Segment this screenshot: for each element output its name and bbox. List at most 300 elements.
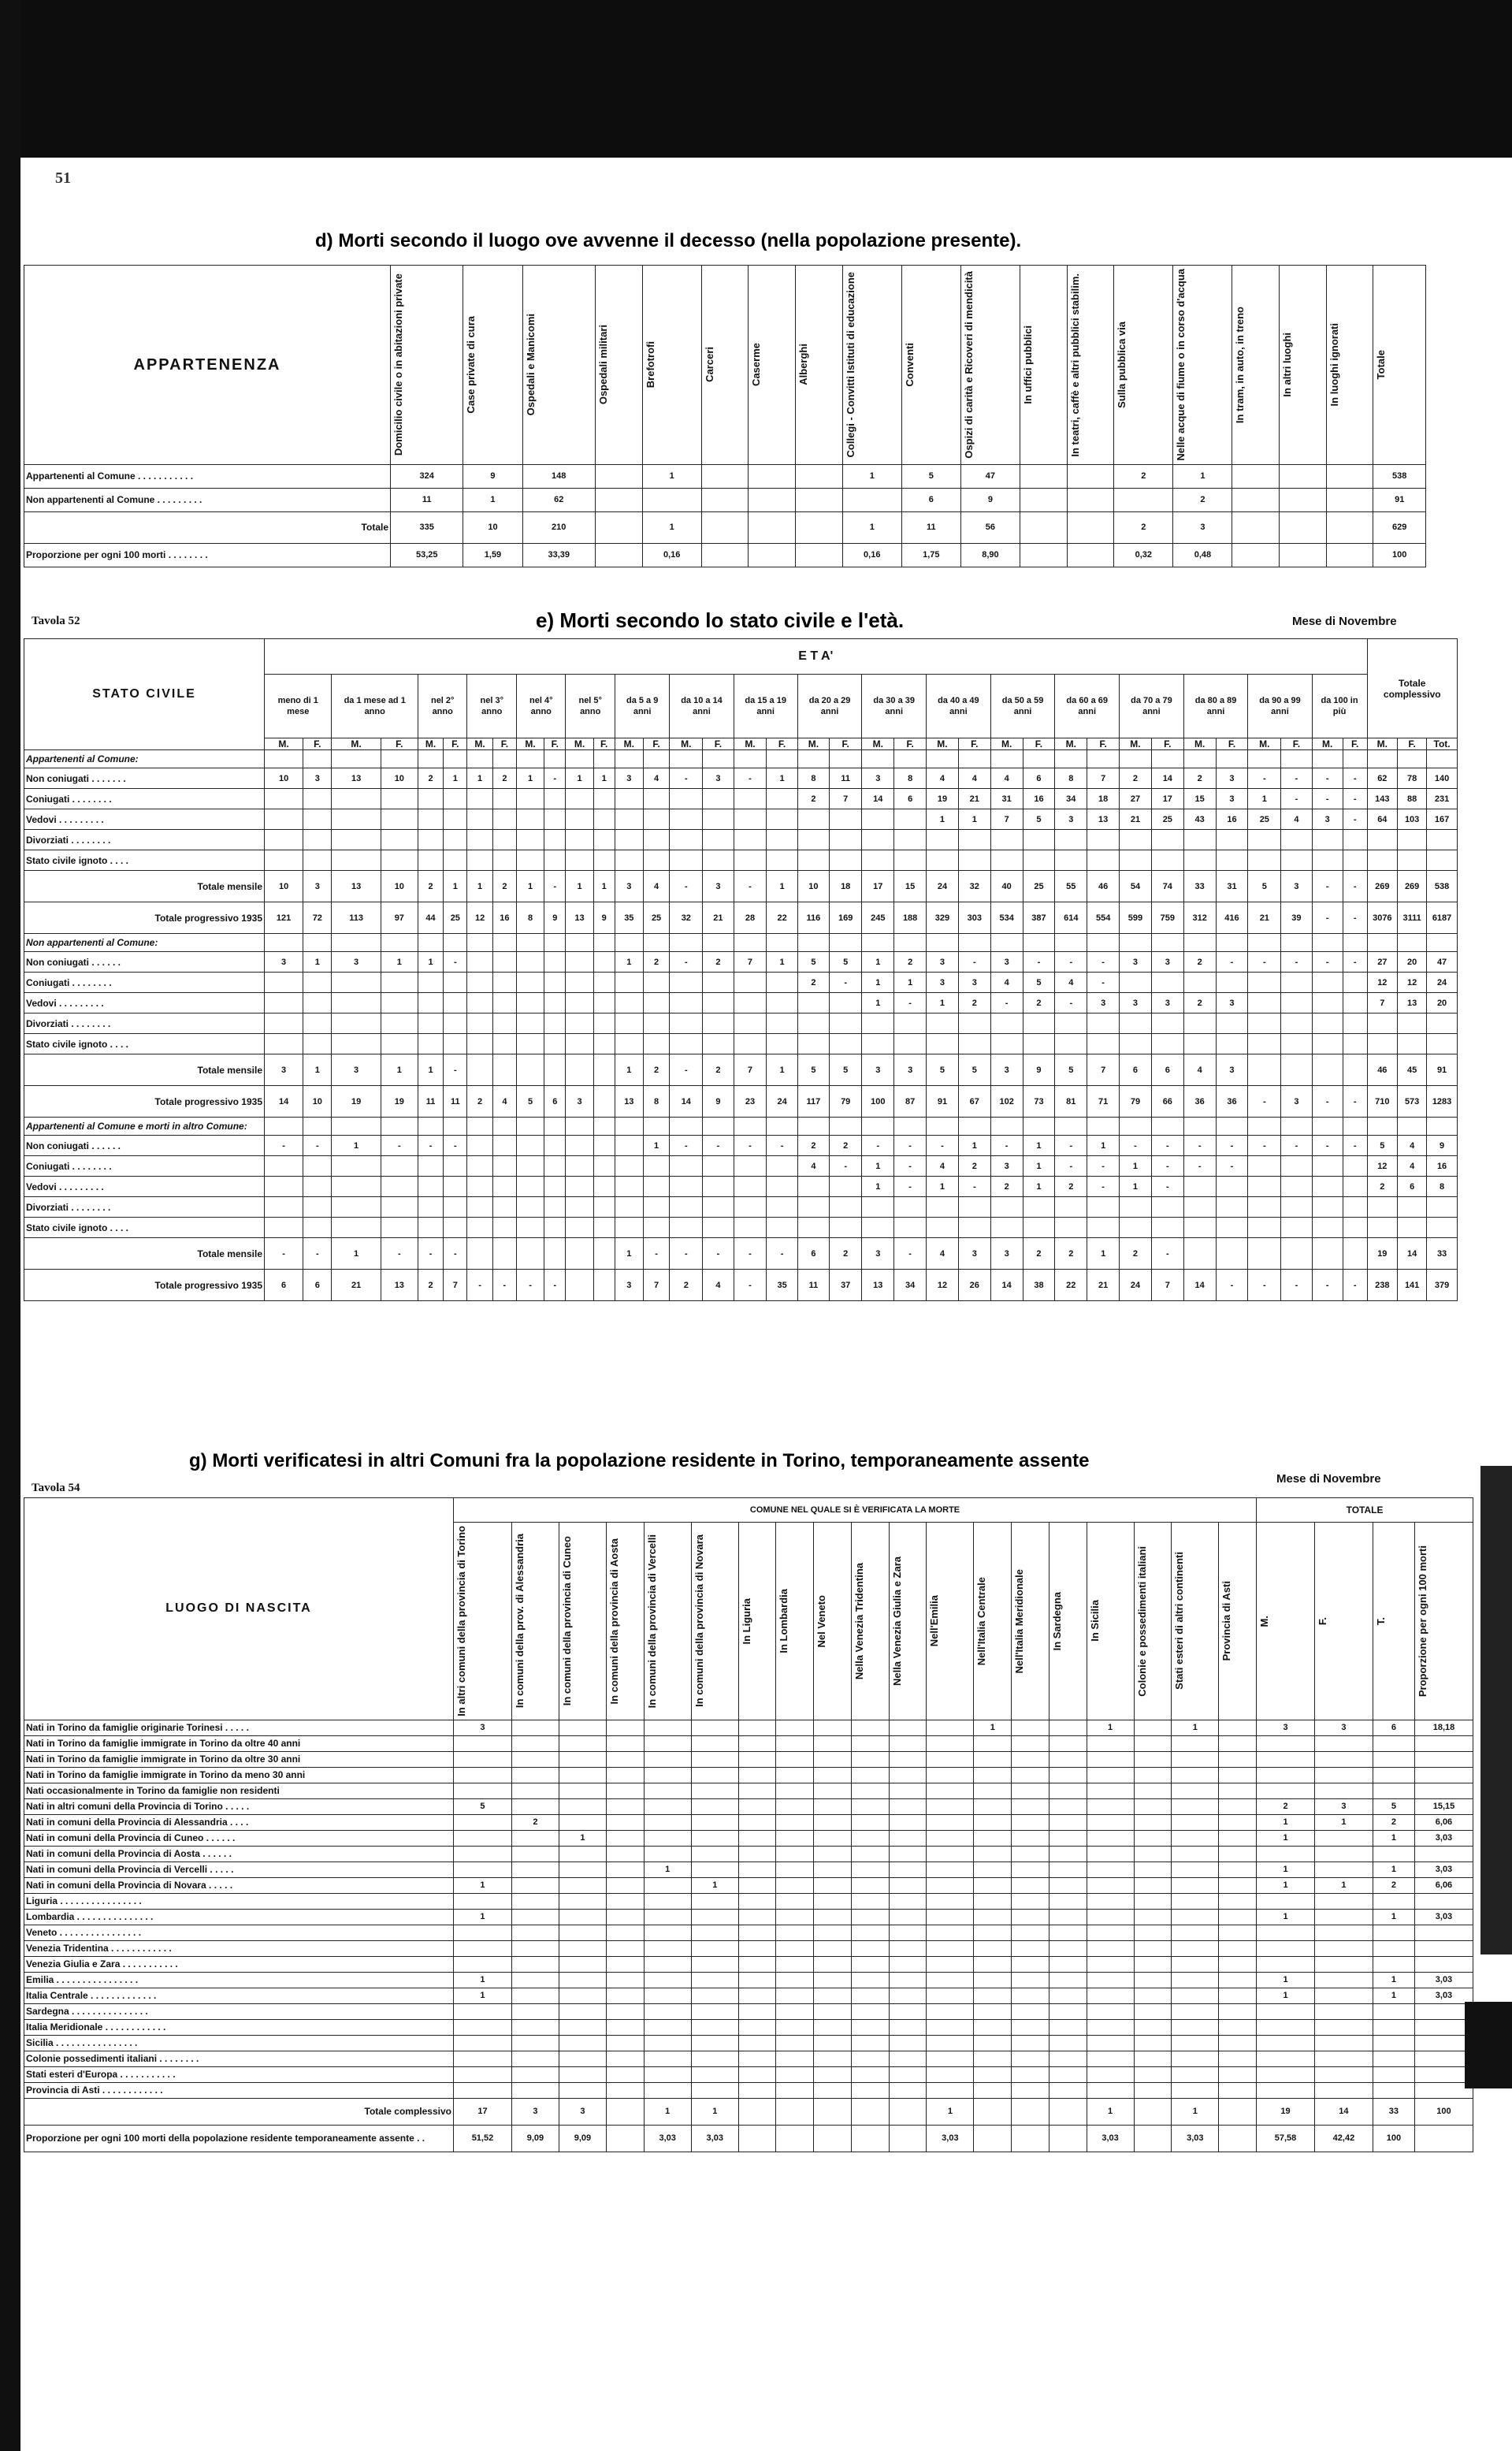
g-cell bbox=[814, 2019, 852, 2035]
e-cell: 5 bbox=[1055, 1054, 1087, 1086]
g-cell bbox=[1314, 1893, 1373, 1909]
g-cell bbox=[1314, 2003, 1373, 2019]
g-row-label: Lombardia . . . . . . . . . . . . . . . bbox=[24, 1909, 454, 1925]
e-cell bbox=[797, 1034, 829, 1054]
g-cell bbox=[511, 2003, 559, 2019]
e-cell bbox=[381, 1177, 418, 1197]
e-cell bbox=[1151, 973, 1183, 993]
e-f: F. bbox=[1151, 738, 1183, 750]
g-cell bbox=[1219, 1735, 1257, 1751]
table-row bbox=[24, 1156, 1458, 1177]
e-cell bbox=[517, 1177, 544, 1197]
e-cell: 113 bbox=[332, 902, 381, 934]
e-cell bbox=[1216, 1014, 1248, 1034]
g-cell bbox=[738, 1830, 776, 1846]
g-total-col-header bbox=[1373, 1523, 1414, 1720]
g-cell bbox=[691, 2035, 738, 2051]
g-cell bbox=[559, 2051, 606, 2066]
e-cell bbox=[958, 1118, 990, 1136]
e-f: F. bbox=[830, 738, 862, 750]
e-cell bbox=[958, 850, 990, 871]
e-cell bbox=[265, 1197, 303, 1218]
e-cell bbox=[1248, 750, 1281, 768]
e-cell bbox=[615, 934, 643, 952]
g-cell bbox=[1314, 1861, 1373, 1877]
e-cell: 9 bbox=[544, 902, 566, 934]
e-cell bbox=[467, 1156, 492, 1177]
table-row bbox=[24, 1909, 1473, 1925]
g-col-header bbox=[851, 1523, 889, 1720]
d-cell: 0,16 bbox=[842, 543, 901, 567]
table-row bbox=[24, 2066, 1473, 2082]
e-cell bbox=[265, 750, 303, 768]
e-cell: 143 bbox=[1367, 789, 1398, 809]
g-cell bbox=[1087, 2003, 1134, 2019]
e-cell bbox=[958, 1014, 990, 1034]
g-cell bbox=[1314, 1767, 1373, 1783]
e-cell bbox=[1312, 1118, 1343, 1136]
e-cell: 6 bbox=[1023, 768, 1055, 789]
e-cell bbox=[303, 934, 332, 952]
g-col-header bbox=[606, 1523, 644, 1720]
e-cell bbox=[1343, 1197, 1367, 1218]
e-cell: - bbox=[1087, 1156, 1120, 1177]
g-cell bbox=[1219, 1798, 1257, 1814]
e-cell bbox=[1183, 1218, 1216, 1238]
e-cell bbox=[467, 1054, 492, 1086]
g-cell bbox=[511, 1925, 559, 1940]
e-cell: - bbox=[1087, 973, 1120, 993]
e-cell bbox=[418, 1197, 443, 1218]
e-cell bbox=[303, 1014, 332, 1034]
e-cell: 17 bbox=[1151, 789, 1183, 809]
e-row-label: Coniugati . . . . . . . . bbox=[24, 789, 265, 809]
e-m: M. bbox=[797, 738, 829, 750]
g-cell bbox=[851, 1988, 889, 2003]
g-cell bbox=[1049, 2035, 1087, 2051]
e-cell bbox=[830, 934, 862, 952]
table-row bbox=[24, 809, 1458, 830]
g-cell: 3,03 bbox=[927, 2125, 974, 2152]
g-cell bbox=[851, 1720, 889, 1735]
e-cell bbox=[418, 809, 443, 830]
e-cell bbox=[1398, 1197, 1427, 1218]
e-cell bbox=[1023, 1034, 1055, 1054]
g-cell bbox=[776, 1751, 814, 1767]
e-cell: 1 bbox=[1120, 1156, 1152, 1177]
e-cell bbox=[517, 809, 544, 830]
e-m: M. bbox=[467, 738, 492, 750]
g-cell: 1 bbox=[1172, 2098, 1219, 2125]
g-row-label: Nati in comuni della Provincia di Aosta . . . . . . bbox=[24, 1846, 454, 1861]
d-col-header bbox=[1020, 266, 1067, 465]
e-cell bbox=[862, 750, 894, 768]
g-cell bbox=[851, 1861, 889, 1877]
e-cell bbox=[492, 1118, 516, 1136]
d-col-header-text: Totale bbox=[1375, 350, 1388, 380]
e-cell bbox=[830, 1218, 862, 1238]
table-row bbox=[24, 2019, 1473, 2035]
g-cell bbox=[974, 1940, 1012, 1956]
e-cell bbox=[927, 934, 959, 952]
g-cell bbox=[454, 2019, 512, 2035]
e-cell bbox=[615, 1034, 643, 1054]
g-totale-header: TOTALE bbox=[1257, 1498, 1473, 1523]
e-cell bbox=[894, 1197, 927, 1218]
g-cell bbox=[691, 2003, 738, 2019]
e-cell: 1 bbox=[862, 1156, 894, 1177]
e-cell bbox=[1427, 1197, 1458, 1218]
g-col-header bbox=[1012, 1523, 1049, 1720]
e-cell bbox=[767, 789, 797, 809]
g-cell: 1 bbox=[454, 1909, 512, 1925]
g-cell bbox=[738, 1720, 776, 1735]
e-cell: 4 bbox=[990, 768, 1023, 789]
e-cell: 8 bbox=[1055, 768, 1087, 789]
g-cell bbox=[814, 2098, 852, 2125]
g-cell bbox=[691, 2066, 738, 2082]
g-cell bbox=[974, 2098, 1012, 2125]
e-cell bbox=[467, 1118, 492, 1136]
d-col-header-text: Ospedali e Manicomi bbox=[524, 314, 537, 416]
e-cell: 71 bbox=[1087, 1086, 1120, 1118]
e-cell: - bbox=[1312, 902, 1343, 934]
e-cell bbox=[566, 830, 593, 850]
d-cell: 11 bbox=[391, 488, 463, 511]
e-cell: 2 bbox=[467, 1086, 492, 1118]
g-cell bbox=[1134, 1720, 1172, 1735]
e-cell bbox=[958, 750, 990, 768]
g-cell bbox=[814, 1956, 852, 1972]
g-cell bbox=[889, 1751, 927, 1767]
e-cell bbox=[444, 750, 467, 768]
e-cell: 3 bbox=[894, 1054, 927, 1086]
e-cell: 7 bbox=[830, 789, 862, 809]
e-cell bbox=[1398, 934, 1427, 952]
e-cell bbox=[990, 850, 1023, 871]
e-cell: 32 bbox=[670, 902, 703, 934]
e-cell: 4 bbox=[1281, 809, 1312, 830]
e-cell bbox=[830, 1034, 862, 1054]
g-cell bbox=[889, 2051, 927, 2066]
e-cell bbox=[1281, 750, 1312, 768]
e-cell bbox=[927, 1218, 959, 1238]
e-cell bbox=[444, 1014, 467, 1034]
g-cell: 1 bbox=[1257, 1972, 1315, 1988]
e-cell: 47 bbox=[1427, 952, 1458, 973]
d-cell bbox=[796, 488, 843, 511]
d-cell bbox=[1020, 488, 1067, 511]
e-cell bbox=[566, 1156, 593, 1177]
e-cell bbox=[1367, 1014, 1398, 1034]
d-cell bbox=[595, 488, 642, 511]
e-cell: - bbox=[265, 1238, 303, 1270]
e-cell bbox=[1427, 934, 1458, 952]
g-cell bbox=[889, 1893, 927, 1909]
e-cell bbox=[615, 1218, 643, 1238]
g-cell bbox=[1257, 1783, 1315, 1798]
e-cell bbox=[1183, 1177, 1216, 1197]
table-row bbox=[24, 1720, 1473, 1735]
g-col-header bbox=[1087, 1523, 1134, 1720]
g-cell bbox=[644, 2003, 691, 2019]
g-cell bbox=[511, 1956, 559, 1972]
e-cell bbox=[1343, 830, 1367, 850]
g-row-label: Italia Meridionale . . . . . . . . . . . . bbox=[24, 2019, 454, 2035]
e-cell: - bbox=[1281, 1270, 1312, 1301]
g-cell bbox=[1049, 1798, 1087, 1814]
e-cell: 67 bbox=[958, 1086, 990, 1118]
g-cell bbox=[889, 2003, 927, 2019]
e-cell: 1 bbox=[1120, 1177, 1152, 1197]
g-cell bbox=[454, 2035, 512, 2051]
e-cell: 10 bbox=[797, 871, 829, 902]
g-cell bbox=[606, 1783, 644, 1798]
g-group-header: COMUNE NEL QUALE SI È VERIFICATA LA MORTE bbox=[454, 1498, 1257, 1523]
g-cell bbox=[1172, 1893, 1219, 1909]
g-cell bbox=[974, 2082, 1012, 2098]
e-cell: 44 bbox=[418, 902, 443, 934]
e-cell bbox=[544, 830, 566, 850]
e-cell bbox=[1343, 973, 1367, 993]
e-cell bbox=[894, 1014, 927, 1034]
e-cell bbox=[643, 1034, 670, 1054]
e-cell bbox=[1367, 1034, 1398, 1054]
e-cell: 3 bbox=[1151, 993, 1183, 1014]
g-cell bbox=[927, 1972, 974, 1988]
g-cell bbox=[738, 2019, 776, 2035]
e-cell: 5 bbox=[797, 1054, 829, 1086]
g-cell bbox=[1134, 1877, 1172, 1893]
g-cell bbox=[851, 1940, 889, 1956]
e-cell bbox=[1427, 1118, 1458, 1136]
e-cell: 12 bbox=[927, 1270, 959, 1301]
e-cell bbox=[1055, 1197, 1087, 1218]
e-cell bbox=[492, 1238, 516, 1270]
e-cell: 1 bbox=[615, 1238, 643, 1270]
g-cell: 2 bbox=[1373, 1877, 1414, 1893]
g-col-header-text: In Liguria bbox=[740, 1597, 752, 1645]
e-cell bbox=[615, 830, 643, 850]
e-cell: 1 bbox=[767, 768, 797, 789]
e-cell bbox=[418, 830, 443, 850]
e-cell bbox=[670, 1177, 703, 1197]
e-cell: - bbox=[418, 1238, 443, 1270]
e-cell: 2 bbox=[418, 1270, 443, 1301]
e-cell: - bbox=[830, 973, 862, 993]
e-cell: 97 bbox=[381, 902, 418, 934]
g-cell bbox=[454, 2082, 512, 2098]
e-cell bbox=[1023, 1197, 1055, 1218]
g-cell bbox=[738, 1783, 776, 1798]
e-cell bbox=[418, 934, 443, 952]
g-cell: 1 bbox=[927, 2098, 974, 2125]
g-cell bbox=[738, 2066, 776, 2082]
e-cell bbox=[566, 1034, 593, 1054]
d-col-header bbox=[642, 266, 701, 465]
g-cell bbox=[1049, 2051, 1087, 2066]
e-cell bbox=[1151, 830, 1183, 850]
e-cell bbox=[303, 1034, 332, 1054]
e-cell bbox=[566, 1270, 593, 1301]
d-cell: 62 bbox=[522, 488, 595, 511]
e-cell bbox=[670, 1156, 703, 1177]
e-cell bbox=[517, 1054, 544, 1086]
g-cell bbox=[644, 1972, 691, 1988]
e-cell bbox=[1183, 1014, 1216, 1034]
e-cell bbox=[467, 993, 492, 1014]
g-cell bbox=[889, 1767, 927, 1783]
d-cell: 1 bbox=[842, 511, 901, 543]
e-cell: 88 bbox=[1398, 789, 1427, 809]
e-cell: 3076 bbox=[1367, 902, 1398, 934]
e-m: M. bbox=[670, 738, 703, 750]
g-cell bbox=[1012, 2035, 1049, 2051]
g-cell bbox=[511, 1988, 559, 2003]
g-cell bbox=[889, 2035, 927, 2051]
e-cell bbox=[492, 1136, 516, 1156]
table-row bbox=[24, 1846, 1473, 1861]
e-cell bbox=[670, 973, 703, 993]
section-g-title: g) Morti verificatesi in altri Comuni fra la popolazione residente in Torino, temporaneamente assente bbox=[189, 1450, 1090, 1471]
d-col-header bbox=[701, 266, 749, 465]
g-cell: 1 bbox=[1087, 2098, 1134, 2125]
e-cell bbox=[566, 1177, 593, 1197]
g-cell: 9,09 bbox=[511, 2125, 559, 2152]
e-m: M. bbox=[862, 738, 894, 750]
g-cell bbox=[927, 1830, 974, 1846]
d-cell bbox=[1114, 488, 1173, 511]
g-cell bbox=[454, 1956, 512, 1972]
g-cell bbox=[1414, 1925, 1473, 1940]
g-cell bbox=[606, 2019, 644, 2035]
g-cell: 1 bbox=[1373, 1988, 1414, 2003]
d-col-header bbox=[1114, 266, 1173, 465]
table-row bbox=[24, 1218, 1458, 1238]
e-m: M. bbox=[990, 738, 1023, 750]
e-cell bbox=[332, 934, 381, 952]
g-col-header bbox=[1134, 1523, 1172, 1720]
e-cell: 245 bbox=[862, 902, 894, 934]
e-cell: 3 bbox=[615, 871, 643, 902]
d-cell: 9 bbox=[463, 464, 522, 488]
g-cell bbox=[1012, 1988, 1049, 2003]
e-cell bbox=[767, 1177, 797, 1197]
e-cell bbox=[467, 1218, 492, 1238]
e-cell: - bbox=[894, 1136, 927, 1156]
g-cell bbox=[1049, 1783, 1087, 1798]
e-cell: 11 bbox=[797, 1270, 829, 1301]
e-cell bbox=[894, 809, 927, 830]
e-cell bbox=[894, 750, 927, 768]
e-cell bbox=[418, 993, 443, 1014]
e-f: F. bbox=[767, 738, 797, 750]
e-cell: - bbox=[444, 1238, 467, 1270]
e-cell bbox=[544, 1177, 566, 1197]
e-cell: 1 bbox=[927, 1177, 959, 1197]
e-cell bbox=[517, 1118, 544, 1136]
g-cell bbox=[776, 2098, 814, 2125]
e-cell bbox=[593, 1136, 615, 1156]
g-cell bbox=[606, 1830, 644, 1846]
e-cell: - bbox=[670, 871, 703, 902]
e-cell: 8 bbox=[517, 902, 544, 934]
g-cell bbox=[814, 1846, 852, 1861]
e-cell bbox=[830, 993, 862, 1014]
g-cell: 3,03 bbox=[1172, 2125, 1219, 2152]
e-cell bbox=[593, 1156, 615, 1177]
e-cell: 6 bbox=[797, 1238, 829, 1270]
e-cell: 3 bbox=[615, 1270, 643, 1301]
table-row bbox=[24, 1735, 1473, 1751]
g-cell bbox=[1219, 2082, 1257, 2098]
e-cell bbox=[734, 973, 767, 993]
g-cell bbox=[927, 1814, 974, 1830]
g-cell bbox=[644, 1783, 691, 1798]
e-cell: 4 bbox=[1398, 1136, 1427, 1156]
e-cell: 3 bbox=[303, 871, 332, 902]
e-f: F. bbox=[958, 738, 990, 750]
d-cell bbox=[595, 543, 642, 567]
e-cell: 3 bbox=[332, 952, 381, 973]
e-cell: 13 bbox=[381, 1270, 418, 1301]
e-cell bbox=[303, 789, 332, 809]
e-cell bbox=[767, 1156, 797, 1177]
g-cell bbox=[851, 1893, 889, 1909]
g-row-label: Nati in comuni della Provincia di Alessandria . . . . bbox=[24, 1814, 454, 1830]
e-cell: - bbox=[1248, 1270, 1281, 1301]
e-cell bbox=[265, 993, 303, 1014]
e-cell bbox=[593, 1197, 615, 1218]
e-cell bbox=[643, 750, 670, 768]
g-cell bbox=[1219, 1720, 1257, 1735]
e-m: M. bbox=[1248, 738, 1281, 750]
e-cell: 2 bbox=[830, 1238, 862, 1270]
e-cell bbox=[1398, 1034, 1427, 1054]
scan-dark-top bbox=[0, 0, 1512, 158]
d-cell bbox=[701, 488, 749, 511]
d-cell: 10 bbox=[463, 511, 522, 543]
d-col-header-text: Carceri bbox=[703, 347, 715, 383]
e-cell: 2 bbox=[1055, 1177, 1087, 1197]
e-cell: 33 bbox=[1183, 871, 1216, 902]
e-cell: - bbox=[444, 1136, 467, 1156]
g-cell bbox=[1257, 2035, 1315, 2051]
g-cell bbox=[1134, 1988, 1172, 2003]
e-cell bbox=[990, 1118, 1023, 1136]
e-group-heading-row bbox=[24, 1118, 1458, 1136]
e-cell bbox=[544, 1034, 566, 1054]
page-number: 51 bbox=[55, 169, 71, 187]
g-cell bbox=[1172, 2035, 1219, 2051]
g-cell: 19 bbox=[1257, 2098, 1315, 2125]
e-cell bbox=[643, 973, 670, 993]
g-cell bbox=[1373, 2051, 1414, 2066]
e-cell bbox=[734, 830, 767, 850]
e-cell: 31 bbox=[1216, 871, 1248, 902]
e-cell: - bbox=[862, 1136, 894, 1156]
g-cell bbox=[1373, 2003, 1414, 2019]
e-cell bbox=[1312, 1156, 1343, 1177]
e-cell bbox=[862, 809, 894, 830]
e-cell: 6 bbox=[303, 1270, 332, 1301]
g-cell bbox=[511, 1830, 559, 1846]
g-cell bbox=[454, 1830, 512, 1846]
g-cell: 51,52 bbox=[454, 2125, 512, 2152]
e-eta-header: E T A' bbox=[265, 639, 1368, 675]
g-cell bbox=[691, 1783, 738, 1798]
e-f: F. bbox=[894, 738, 927, 750]
